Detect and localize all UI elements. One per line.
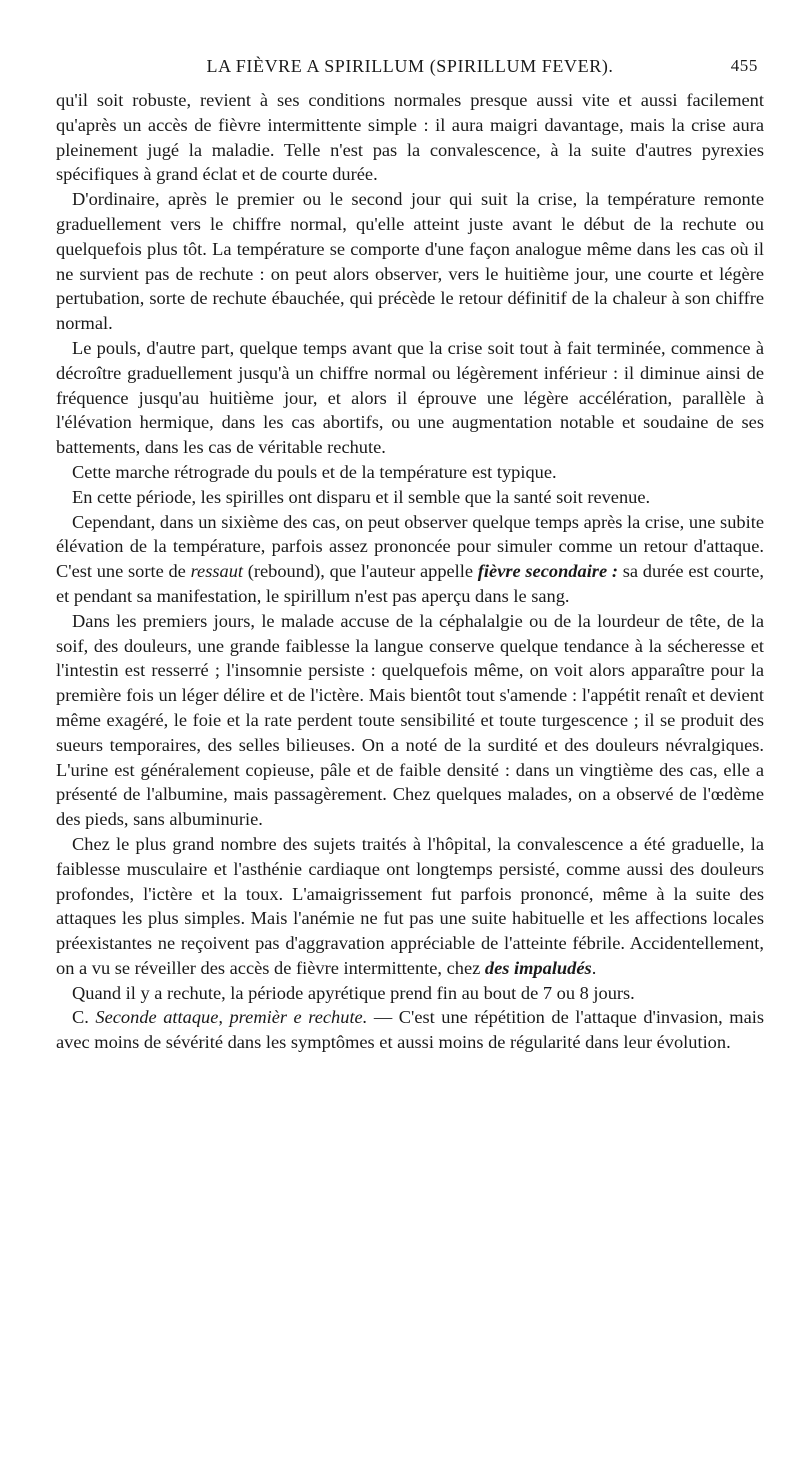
paragraph-6 (56, 510, 764, 609)
text-span: — C'est une répétition de l'attaque d'invasion, mais avec moins de sévérité dans les symptômes et aussi moins de régularité dans leur évolution. (56, 1007, 765, 1053)
text-span: Dans les premiers jours, le malade accuse de la céphalalgie ou de la lourdeur de tête, de la soif, des douleurs, une grande faiblesse la langue conserve quelque tendance à la sécheresse et l'intestin est resserré ; l'insomnie persiste : quelquefois même, on voit alors apparaître pour la première fois un léger délire et de l'ictère. Mais bientôt tout s'amende : l'appétit renaît et devient même exagéré, le foie et la rate perdent toute sensibilité et toute turgescence ; il se produit des sueurs temporaires, des selles bilieuses. On a noté de la surdité et des douleurs névralgiques. L'urine est généralement copieuse, pâle et de faible densité : dans un vingtième des cas, elle a présenté de l'albumine, mais passagèrement. Chez quelques malades, on a observé de l'œdème des pieds, sans albuminurie. (56, 610, 764, 830)
text-span: Quand il y a rechute, la période apyrétique prend fin au bout de 7 ou 8 jours. (72, 982, 635, 1003)
body-text (56, 88, 764, 1055)
paragraph-10 (56, 1005, 764, 1055)
text-span: Cette marche rétrograde du pouls et de la température est typique. (72, 461, 557, 482)
text-span: . (591, 957, 597, 978)
paragraph-1 (56, 88, 764, 187)
text-span: (rebound), que l'auteur appelle (243, 561, 478, 582)
running-head (56, 56, 764, 88)
italic-term: ressaut (190, 561, 244, 582)
paragraph-4 (56, 460, 764, 485)
italic-term: des impaludés (484, 957, 592, 978)
paragraph-9 (56, 981, 764, 1006)
text-span: Le pouls, d'autre part, quelque temps avant que la crise soit tout à fait terminée, commence à décroître graduellement jusqu'à un chiffre normal ou légèrement inférieur : il diminue ainsi de fréquence jusqu'au huitième jour, et alors il éprouve une légère accélération, parallèle à l'élévation hermique, dans les cas abortifs, ou une augmentation notable et soudaine de ses battements, dans les cas de véritable rechute. (56, 337, 764, 458)
text-span: Cependant, dans un sixième des cas, on peut observer quelque temps après la crise, une subite élévation de la température, parfois assez prononcée pour simuler comme un retour d'attaque. C'est une sorte de (56, 511, 764, 582)
chapter-title: LA FIÈVRE A SPIRILLUM (SPIRILLUM FEVER). (206, 56, 614, 76)
paragraph-2 (56, 187, 764, 336)
section-heading: Seconde attaque, premièr e rechute. (95, 1007, 368, 1028)
paragraph-8 (56, 832, 764, 981)
text-span: D'ordinaire, après le premier ou le second jour qui suit la crise, la température remonte graduellement vers le chiffre normal, qu'elle atteint juste avant le début de la rechute ou quelquefois plus tôt. La température se comporte d'une façon analogue même dans les cas où il ne survient pas de rechute : on peut alors observer, vers le huitième jour, une courte et légère pertubation, sorte de rechute ébauchée, qui précède le retour définitif de la chaleur à son chiffre normal. (56, 189, 764, 334)
paragraph-3 (56, 336, 764, 460)
italic-term: fièvre secondaire : (477, 561, 618, 582)
text-span: Chez le plus grand nombre des sujets traités à l'hôpital, la convalescence a été graduelle, la faiblesse musculaire et l'asthénie cardiaque ont longtemps persisté, comme aussi des douleurs profondes, l'ictère et la toux. L'amaigrissement fut parfois prononcé, même à la suite des attaques les plus simples. Mais l'anémie ne fut pas une suite habituelle et les affections locales préexistantes ne reçoivent pas d'aggravation appréciable de l'atteinte fébrile. Accidentellement, on a vu se réveiller des accès de fièvre intermittente, chez (56, 833, 764, 978)
text-span: qu'il soit robuste, revient à ses conditions normales presque aussi vite et aussi facilement qu'après un accès de fièvre intermittente simple : il aura maigri davantage, mais la crise aura pleinement jugé la maladie. Telle n'est pas la convalescence, à la suite d'autres pyrexies spécifiques à grand éclat et de courte durée. (56, 90, 764, 185)
paragraph-7 (56, 609, 764, 832)
text-span: En cette période, les spirilles ont disparu et il semble que la santé soit revenue. (72, 486, 651, 507)
page-number: 455 (730, 56, 758, 75)
section-label: C. (72, 1007, 96, 1028)
text-span: sa durée est courte, et pendant sa manifestation, le spirillum n'est pas aperçu dans le sang. (56, 561, 765, 606)
paragraph-5 (56, 485, 764, 510)
